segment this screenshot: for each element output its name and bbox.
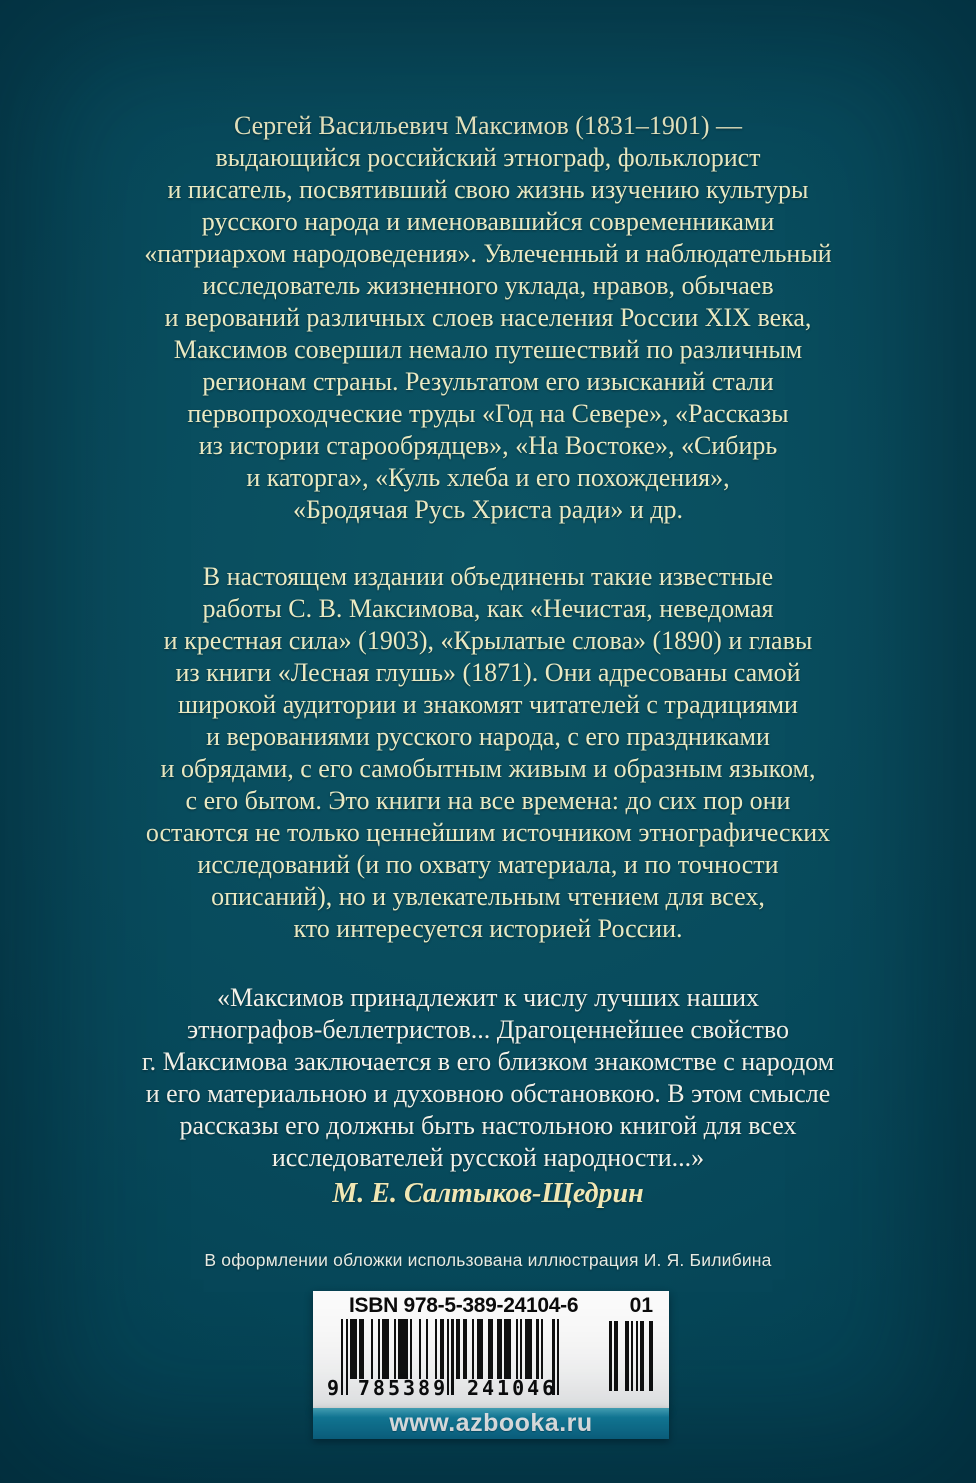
text-line: исследователь жизненного уклада, нравов, обычаев xyxy=(202,271,774,300)
quote-attribution: М. Е. Салтыков-Щедрин xyxy=(332,1178,644,1209)
text-line: и верованиями русского народа, с его праздниками xyxy=(206,722,770,751)
ean13-right-group: 241046 xyxy=(466,1376,558,1400)
text-line: и обрядами, с его самобытным живым и образным языком, xyxy=(160,754,816,783)
publisher-website-bar xyxy=(313,1408,669,1439)
text-line: регионам страны. Результатом его изысканий стали xyxy=(202,367,774,396)
text-line: описаний), но и увлекательным чтением для всех, xyxy=(211,882,765,911)
isbn-barcode-box xyxy=(313,1291,669,1408)
text-line: широкой аудитории и знакомят читателей с традициями xyxy=(178,690,798,719)
review-quote-paragraph xyxy=(48,982,928,1174)
barcode-row xyxy=(313,1319,669,1400)
text-line: и каторга», «Куль хлеба и его похождения», xyxy=(246,463,730,492)
text-line: рассказы его должны быть настольною книгой для всех xyxy=(179,1111,797,1140)
text-line: «Максимов принадлежит к числу лучших наших xyxy=(216,983,760,1012)
text-line: «патриархом народоведения». Увлеченный и наблюдательный xyxy=(144,239,832,268)
text-line: В настоящем издании объединены такие известные xyxy=(202,562,774,591)
text-line: Сергей Васильевич Максимов (1831–1901) — xyxy=(233,111,743,140)
isbn-number: ISBN 978-5-389-24104-6 xyxy=(349,1294,579,1317)
barcode-addon-number: 01 xyxy=(629,1294,653,1317)
text-line: и верований различных слоев населения России XIX века, xyxy=(164,303,812,332)
text-line: работы С. В. Максимова, как «Нечистая, неведомая xyxy=(202,594,774,623)
barcode-module xyxy=(557,1319,559,1395)
ean2-bars xyxy=(607,1321,653,1391)
ean2-addon-barcode xyxy=(607,1321,653,1391)
ean13-first-digit: 9 xyxy=(327,1376,340,1400)
isbn-row xyxy=(313,1294,669,1318)
text-line: исследований (и по охвату материала, и по точности xyxy=(197,850,779,879)
cover-illustration-credit: В оформлении обложки использована иллюстрация И. Я. Билибина xyxy=(204,1250,772,1270)
text-line: выдающийся российский этнограф, фольклорист xyxy=(215,143,761,172)
text-line: кто интересуется историей России. xyxy=(293,914,683,943)
text-line: из истории старообрядцев», «На Востоке», «Сибирь xyxy=(198,431,778,460)
text-line: г. Максимова заключается в его близком знакомстве с народом xyxy=(141,1047,835,1076)
edition-description-paragraph xyxy=(48,561,928,945)
text-line: и его материальною и духовною обстановкою. В этом смысле xyxy=(145,1079,831,1108)
text-line: и писатель, посвятивший свою жизнь изучению культуры xyxy=(167,175,809,204)
text-line: русского народа и именовавшийся современниками xyxy=(201,207,775,236)
ean13-left-group: 785389 xyxy=(357,1376,449,1400)
publisher-website-url: www.azbooka.ru xyxy=(389,1409,593,1437)
barcode-module xyxy=(651,1321,653,1391)
text-line: Максимов совершил немало путешествий по различным xyxy=(173,335,803,364)
text-line: исследователей русской народности...» xyxy=(271,1143,705,1172)
ean13-barcode xyxy=(327,1319,559,1400)
text-line: и крестная сила» (1903), «Крылатые слова» (1890) и главы xyxy=(163,626,813,655)
author-bio-paragraph xyxy=(48,110,928,526)
text-line: с его бытом. Это книги на все времена: до сих пор они xyxy=(185,786,791,815)
text-line: этнографов-беллетристов... Драгоценнейшее свойство xyxy=(187,1015,789,1044)
text-line: остаются не только ценнейшим источником этнографических xyxy=(145,818,831,847)
text-line: первопроходческие труды «Год на Севере», «Рассказы xyxy=(187,399,789,428)
ean13-digits xyxy=(327,1378,557,1398)
text-line: из книги «Лесная глушь» (1871). Они адресованы самой xyxy=(175,658,801,687)
text-line: «Бродячая Русь Христа ради» и др. xyxy=(292,495,684,524)
